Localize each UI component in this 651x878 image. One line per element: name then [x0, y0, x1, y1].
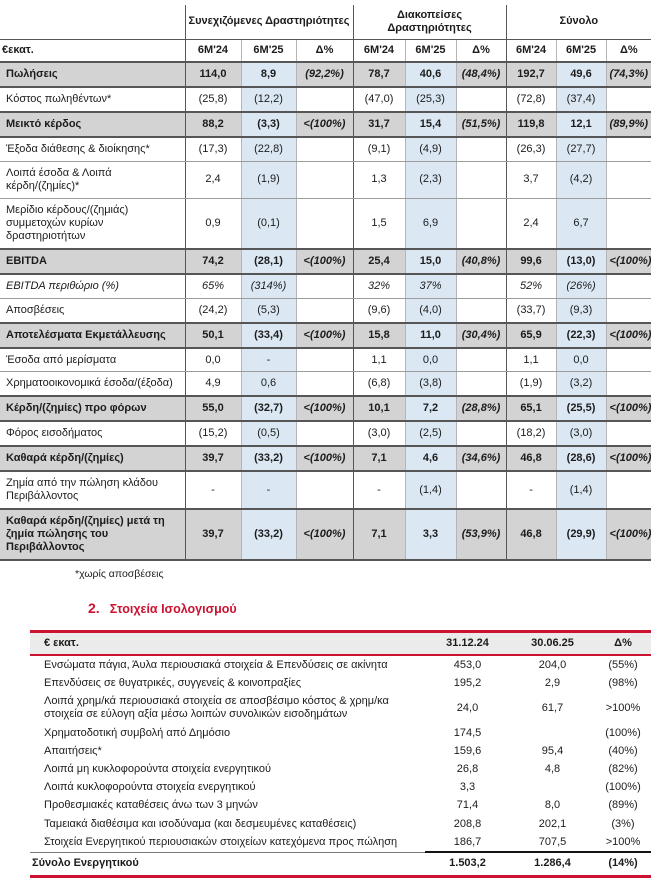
- value-cell: -: [241, 471, 296, 509]
- value-cell: 4,9: [185, 372, 241, 396]
- section-number: 2.: [88, 600, 100, 617]
- value-cell: [296, 298, 353, 322]
- balance-table-row: [30, 655, 651, 674]
- income-table-row: [0, 274, 651, 298]
- value-cell: (18,2): [506, 421, 556, 446]
- row-label: Επενδύσεις σε θυγατρικές, συγγενείς & κοινοπραξίες: [44, 677, 302, 690]
- value-cell: 453,0: [453, 658, 482, 671]
- value-cell: [606, 198, 651, 248]
- value-cell: 195,2: [453, 677, 482, 690]
- value-cell: 0,9: [185, 198, 241, 248]
- income-table-row: [0, 112, 651, 137]
- row-label: Μεικτό κέρδος: [0, 112, 185, 137]
- row-label: Κέρδη/(ζημίες) προ φόρων: [0, 396, 185, 421]
- value-cell: 0,6: [241, 372, 296, 396]
- value-cell: (33,7): [506, 298, 556, 322]
- value-cell: (25,5): [556, 396, 606, 421]
- value-cell: [296, 421, 353, 446]
- group-header-continuing: Συνεχιζόμενες Δραστηριότητες: [185, 5, 353, 39]
- value-cell: [456, 348, 506, 372]
- value-cell: (3,0): [353, 421, 405, 446]
- value-cell: (3%): [611, 817, 635, 830]
- value-cell: <(100%): [296, 112, 353, 137]
- value-cell: (9,6): [353, 298, 405, 322]
- value-cell: 159,6: [453, 744, 482, 757]
- value-cell: 12,1: [556, 112, 606, 137]
- row-label: EBITDA: [0, 249, 185, 274]
- value-cell: 1,1: [506, 348, 556, 372]
- value-cell: 46,8: [506, 509, 556, 560]
- value-cell: -: [185, 471, 241, 509]
- value-cell: 2,9: [544, 677, 561, 690]
- value-cell: 3,3: [405, 509, 456, 560]
- value-cell: (55%): [608, 658, 638, 671]
- value-cell: [456, 87, 506, 112]
- balance-table-row: [30, 815, 651, 833]
- income-table-row: [0, 198, 651, 248]
- row-label: Λοιπά έσοδα & Λοιπά κέρδη/(ζημίες)*: [0, 161, 185, 198]
- value-cell: (0,1): [241, 198, 296, 248]
- value-cell: (13,0): [556, 249, 606, 274]
- value-cell: 26,8: [456, 763, 479, 775]
- group-header-row: [0, 5, 651, 39]
- row-label: Φόρος εισοδήματος: [0, 421, 185, 446]
- row-label: Λοιπά μη κυκλοφορούντα στοιχεία ενεργητικού: [44, 763, 272, 775]
- value-cell: [606, 372, 651, 396]
- value-cell: (100%): [605, 781, 641, 794]
- value-cell: (28,8%): [456, 396, 506, 421]
- value-cell: (26%): [556, 274, 606, 298]
- value-cell: (3,3): [241, 112, 296, 137]
- value-cell: [296, 161, 353, 198]
- unit-label: €εκατ.: [0, 39, 185, 61]
- value-cell: (29,9): [556, 509, 606, 560]
- period-header: 6M'24: [353, 39, 405, 61]
- value-cell: (37,4): [556, 87, 606, 112]
- value-cell: -: [241, 348, 296, 372]
- value-cell: (28,6): [556, 446, 606, 471]
- value-cell: <(100%): [606, 446, 651, 471]
- balance-table-row: [30, 761, 651, 779]
- period-header: 6M'25: [405, 39, 456, 61]
- section-title-text: Στοιχεία Ισολογισμού: [109, 602, 237, 617]
- total-value: 1.503,2: [425, 852, 510, 876]
- value-cell: [606, 298, 651, 322]
- row-label: Μερίδιο κέρδους/(ζημιάς) συμμετοχών κυρίων δραστηριοτήτων: [0, 198, 185, 248]
- value-cell: 202,1: [538, 817, 567, 830]
- value-cell: <(100%): [296, 446, 353, 471]
- income-table-row: [0, 137, 651, 161]
- value-cell: 37%: [405, 274, 456, 298]
- value-cell: [456, 421, 506, 446]
- value-cell: 49,6: [556, 62, 606, 87]
- balance-table-row: [30, 693, 651, 724]
- value-cell: 8,9: [241, 62, 296, 87]
- value-cell: (26,3): [506, 137, 556, 161]
- value-cell: [456, 161, 506, 198]
- balance-table-row: [30, 833, 651, 852]
- column-header-row: [0, 39, 651, 61]
- value-cell: [510, 724, 595, 742]
- value-cell: [606, 421, 651, 446]
- value-cell: (33,2): [241, 509, 296, 560]
- period-header: 6M'25: [241, 39, 296, 61]
- value-cell: <(100%): [296, 396, 353, 421]
- period-header: Δ%: [606, 39, 651, 61]
- value-cell: [456, 471, 506, 509]
- value-cell: (15,2): [185, 421, 241, 446]
- value-cell: [296, 198, 353, 248]
- income-table-row: [0, 348, 651, 372]
- value-cell: (9,1): [353, 137, 405, 161]
- balance-table-row: [30, 779, 651, 797]
- income-table-row: [0, 249, 651, 274]
- row-label: Λοιπά χρημ/κά περιουσιακά στοιχεία σε αποσβέσιμο κόστος & χρημ/κα στοιχεία σε εύλογη αξία μέσω λοιπών συνολικών εισοδημάτων: [44, 695, 389, 721]
- value-cell: (82%): [608, 763, 638, 775]
- value-cell: 24,0: [456, 701, 479, 714]
- row-label: Ταμειακά διαθέσιμα και ισοδύναμα (και δεσμευμένες καταθέσεις): [44, 817, 357, 830]
- value-cell: (40,8%): [456, 249, 506, 274]
- balance-sheet-table: [30, 630, 651, 877]
- value-cell: 10,1: [353, 396, 405, 421]
- value-cell: (89,9%): [606, 112, 651, 137]
- value-cell: 0,0: [405, 348, 456, 372]
- value-cell: <(100%): [296, 249, 353, 274]
- value-cell: (4,0): [405, 298, 456, 322]
- period-header: 6M'24: [185, 39, 241, 61]
- group-header-discontinued: Διακοπείσες Δραστηριότητες: [353, 5, 506, 39]
- value-cell: (314%): [241, 274, 296, 298]
- value-cell: 11,0: [405, 323, 456, 348]
- value-cell: 186,7: [453, 835, 482, 848]
- value-cell: 3,7: [506, 161, 556, 198]
- value-cell: -: [506, 471, 556, 509]
- value-cell: 3,3: [459, 781, 476, 794]
- income-table-row: [0, 372, 651, 396]
- income-statement-table: [0, 5, 651, 561]
- value-cell: 15,0: [405, 249, 456, 274]
- value-cell: (12,2): [241, 87, 296, 112]
- value-cell: (100%): [605, 726, 641, 739]
- value-cell: (3,8): [405, 372, 456, 396]
- value-cell: 7,1: [353, 446, 405, 471]
- balance-header-delta: Δ%: [595, 632, 651, 656]
- value-cell: 6,7: [556, 198, 606, 248]
- value-cell: 39,7: [185, 446, 241, 471]
- income-table-row: [0, 446, 651, 471]
- balance-total-row: [30, 852, 651, 876]
- group-header-total: Σύνολο: [506, 5, 651, 39]
- value-cell: 4,8: [544, 763, 561, 775]
- value-cell: 61,7: [541, 701, 564, 714]
- footnote: *χωρίς αποσβέσεις: [75, 568, 164, 581]
- value-cell: [606, 87, 651, 112]
- value-cell: (25,3): [405, 87, 456, 112]
- balance-table-row: [30, 797, 651, 815]
- value-cell: (98%): [608, 677, 638, 690]
- value-cell: (6,8): [353, 372, 405, 396]
- value-cell: <(100%): [606, 396, 651, 421]
- value-cell: (2,5): [405, 421, 456, 446]
- row-label: Καθαρά κέρδη/(ζημίες) μετά τη ζημία πώλησης του Περιβάλλοντος: [0, 509, 185, 560]
- value-cell: 2,4: [506, 198, 556, 248]
- income-table-row: [0, 298, 651, 322]
- row-label: Κόστος πωληθέντων*: [0, 87, 185, 112]
- balance-header-date2: 30.06.25: [510, 632, 595, 656]
- balance-unit-label: € εκατ.: [30, 632, 425, 656]
- income-table-row: [0, 323, 651, 348]
- value-cell: (4,9): [405, 137, 456, 161]
- value-cell: 7,2: [405, 396, 456, 421]
- value-cell: [456, 372, 506, 396]
- total-value: (14%): [595, 852, 651, 876]
- period-header: 6M'25: [556, 39, 606, 61]
- value-cell: (53,9%): [456, 509, 506, 560]
- value-cell: <(100%): [606, 249, 651, 274]
- value-cell: (3,2): [556, 372, 606, 396]
- value-cell: 25,4: [353, 249, 405, 274]
- value-cell: 74,2: [185, 249, 241, 274]
- value-cell: [456, 274, 506, 298]
- value-cell: [296, 372, 353, 396]
- row-label: Ζημία από την πώληση κλάδου Περιβάλλοντος: [0, 471, 185, 509]
- value-cell: 78,7: [353, 62, 405, 87]
- value-cell: 31,7: [353, 112, 405, 137]
- value-cell: [510, 779, 595, 797]
- value-cell: 1,5: [353, 198, 405, 248]
- row-label: Στοιχεία Ενεργητικού περιουσιακών στοιχείων κατεχόμενα προς πώληση: [44, 836, 398, 848]
- balance-table-row: [30, 742, 651, 760]
- value-cell: 32%: [353, 274, 405, 298]
- value-cell: 6,9: [405, 198, 456, 248]
- value-cell: (1,4): [556, 471, 606, 509]
- value-cell: <(100%): [606, 323, 651, 348]
- row-label: Προθεσμιακές καταθέσεις άνω των 3 μηνών: [44, 799, 258, 812]
- value-cell: (0,5): [241, 421, 296, 446]
- income-table-row: [0, 421, 651, 446]
- value-cell: 0,0: [185, 348, 241, 372]
- value-cell: 55,0: [185, 396, 241, 421]
- value-cell: <(100%): [606, 509, 651, 560]
- income-table-row: [0, 509, 651, 560]
- value-cell: [456, 137, 506, 161]
- value-cell: [456, 198, 506, 248]
- value-cell: 4,6: [405, 446, 456, 471]
- value-cell: (47,0): [353, 87, 405, 112]
- value-cell: 65,1: [506, 396, 556, 421]
- value-cell: 88,2: [185, 112, 241, 137]
- balance-table-row: [30, 675, 651, 693]
- value-cell: (24,2): [185, 298, 241, 322]
- value-cell: [456, 298, 506, 322]
- value-cell: (4,2): [556, 161, 606, 198]
- row-label: Αποτελέσματα Εκμετάλλευσης: [0, 323, 185, 348]
- row-label: Ενσώματα πάγια, Άυλα περιουσιακά στοιχεία & Επενδύσεις σε ακίνητα: [44, 658, 388, 671]
- value-cell: 50,1: [185, 323, 241, 348]
- value-cell: [606, 161, 651, 198]
- value-cell: (28,1): [241, 249, 296, 274]
- value-cell: 2,4: [185, 161, 241, 198]
- value-cell: 95,4: [541, 744, 564, 757]
- value-cell: (72,8): [506, 87, 556, 112]
- value-cell: [296, 274, 353, 298]
- value-cell: 52%: [506, 274, 556, 298]
- value-cell: (3,0): [556, 421, 606, 446]
- value-cell: 204,0: [538, 658, 567, 671]
- total-value: 1.286,4: [510, 852, 595, 876]
- value-cell: 208,8: [453, 817, 482, 830]
- value-cell: [296, 87, 353, 112]
- value-cell: 192,7: [506, 62, 556, 87]
- value-cell: 71,4: [456, 799, 479, 812]
- row-label: Χρηματοοικονομικά έσοδα/(έξοδα): [0, 372, 185, 396]
- value-cell: 65,9: [506, 323, 556, 348]
- value-cell: (25,8): [185, 87, 241, 112]
- value-cell: 174,5: [453, 726, 482, 739]
- group-header-spacer: [0, 5, 185, 39]
- value-cell: [606, 274, 651, 298]
- value-cell: (22,8): [241, 137, 296, 161]
- value-cell: 114,0: [185, 62, 241, 87]
- value-cell: [606, 471, 651, 509]
- value-cell: 0,0: [556, 348, 606, 372]
- value-cell: <(100%): [296, 323, 353, 348]
- value-cell: (48,4%): [456, 62, 506, 87]
- period-header: 6M'24: [506, 39, 556, 61]
- balance-table-row: [30, 724, 651, 742]
- value-cell: (51,5%): [456, 112, 506, 137]
- income-table-row: [0, 87, 651, 112]
- row-label: Καθαρά κέρδη/(ζημίες): [0, 446, 185, 471]
- value-cell: [296, 471, 353, 509]
- value-cell: (5,3): [241, 298, 296, 322]
- value-cell: 99,6: [506, 249, 556, 274]
- value-cell: 40,6: [405, 62, 456, 87]
- section-title: [88, 600, 651, 618]
- income-table-row: [0, 471, 651, 509]
- value-cell: 8,0: [544, 799, 561, 812]
- row-label: EBITDA περιθώριο (%): [0, 274, 185, 298]
- total-label: Σύνολο Ενεργητικού: [30, 852, 425, 876]
- value-cell: >100%: [605, 701, 641, 714]
- value-cell: 15,4: [405, 112, 456, 137]
- period-header: Δ%: [296, 39, 353, 61]
- value-cell: (92,2%): [296, 62, 353, 87]
- row-label: Χρηματοδοτική συμβολή από Δημόσιο: [44, 726, 231, 739]
- value-cell: (34,6%): [456, 446, 506, 471]
- value-cell: -: [353, 471, 405, 509]
- value-cell: (33,2): [241, 446, 296, 471]
- period-header: Δ%: [456, 39, 506, 61]
- value-cell: (40%): [608, 744, 638, 757]
- value-cell: (30,4%): [456, 323, 506, 348]
- row-label: Λοιπά κυκλοφορούντα στοιχεία ενεργητικού: [44, 781, 256, 794]
- value-cell: [296, 348, 353, 372]
- row-label: Πωλήσεις: [0, 62, 185, 87]
- row-label: Έξοδα διάθεσης & διοίκησης*: [0, 137, 185, 161]
- income-table-row: [0, 62, 651, 87]
- income-table-row: [0, 161, 651, 198]
- value-cell: 39,7: [185, 509, 241, 560]
- value-cell: 46,8: [506, 446, 556, 471]
- value-cell: 65%: [185, 274, 241, 298]
- row-label: Απαιτήσεις*: [44, 744, 102, 757]
- value-cell: 1,1: [353, 348, 405, 372]
- value-cell: (89%): [608, 799, 638, 812]
- value-cell: (74,3%): [606, 62, 651, 87]
- balance-header-row: [30, 632, 651, 656]
- value-cell: <(100%): [296, 509, 353, 560]
- value-cell: (1,9): [241, 161, 296, 198]
- value-cell: (9,3): [556, 298, 606, 322]
- value-cell: 707,5: [538, 835, 567, 848]
- balance-header-date1: 31.12.24: [425, 632, 510, 656]
- value-cell: (2,3): [405, 161, 456, 198]
- value-cell: (33,4): [241, 323, 296, 348]
- row-label: Έσοδα από μερίσματα: [0, 348, 185, 372]
- income-table-row: [0, 396, 651, 421]
- value-cell: (22,3): [556, 323, 606, 348]
- value-cell: (17,3): [185, 137, 241, 161]
- value-cell: 15,8: [353, 323, 405, 348]
- value-cell: >100%: [605, 835, 641, 848]
- value-cell: (1,9): [506, 372, 556, 396]
- value-cell: [606, 348, 651, 372]
- value-cell: (32,7): [241, 396, 296, 421]
- value-cell: (1,4): [405, 471, 456, 509]
- value-cell: 1,3: [353, 161, 405, 198]
- row-label: Αποσβέσεις: [0, 298, 185, 322]
- value-cell: [296, 137, 353, 161]
- value-cell: 7,1: [353, 509, 405, 560]
- value-cell: [606, 137, 651, 161]
- value-cell: (27,7): [556, 137, 606, 161]
- value-cell: 119,8: [506, 112, 556, 137]
